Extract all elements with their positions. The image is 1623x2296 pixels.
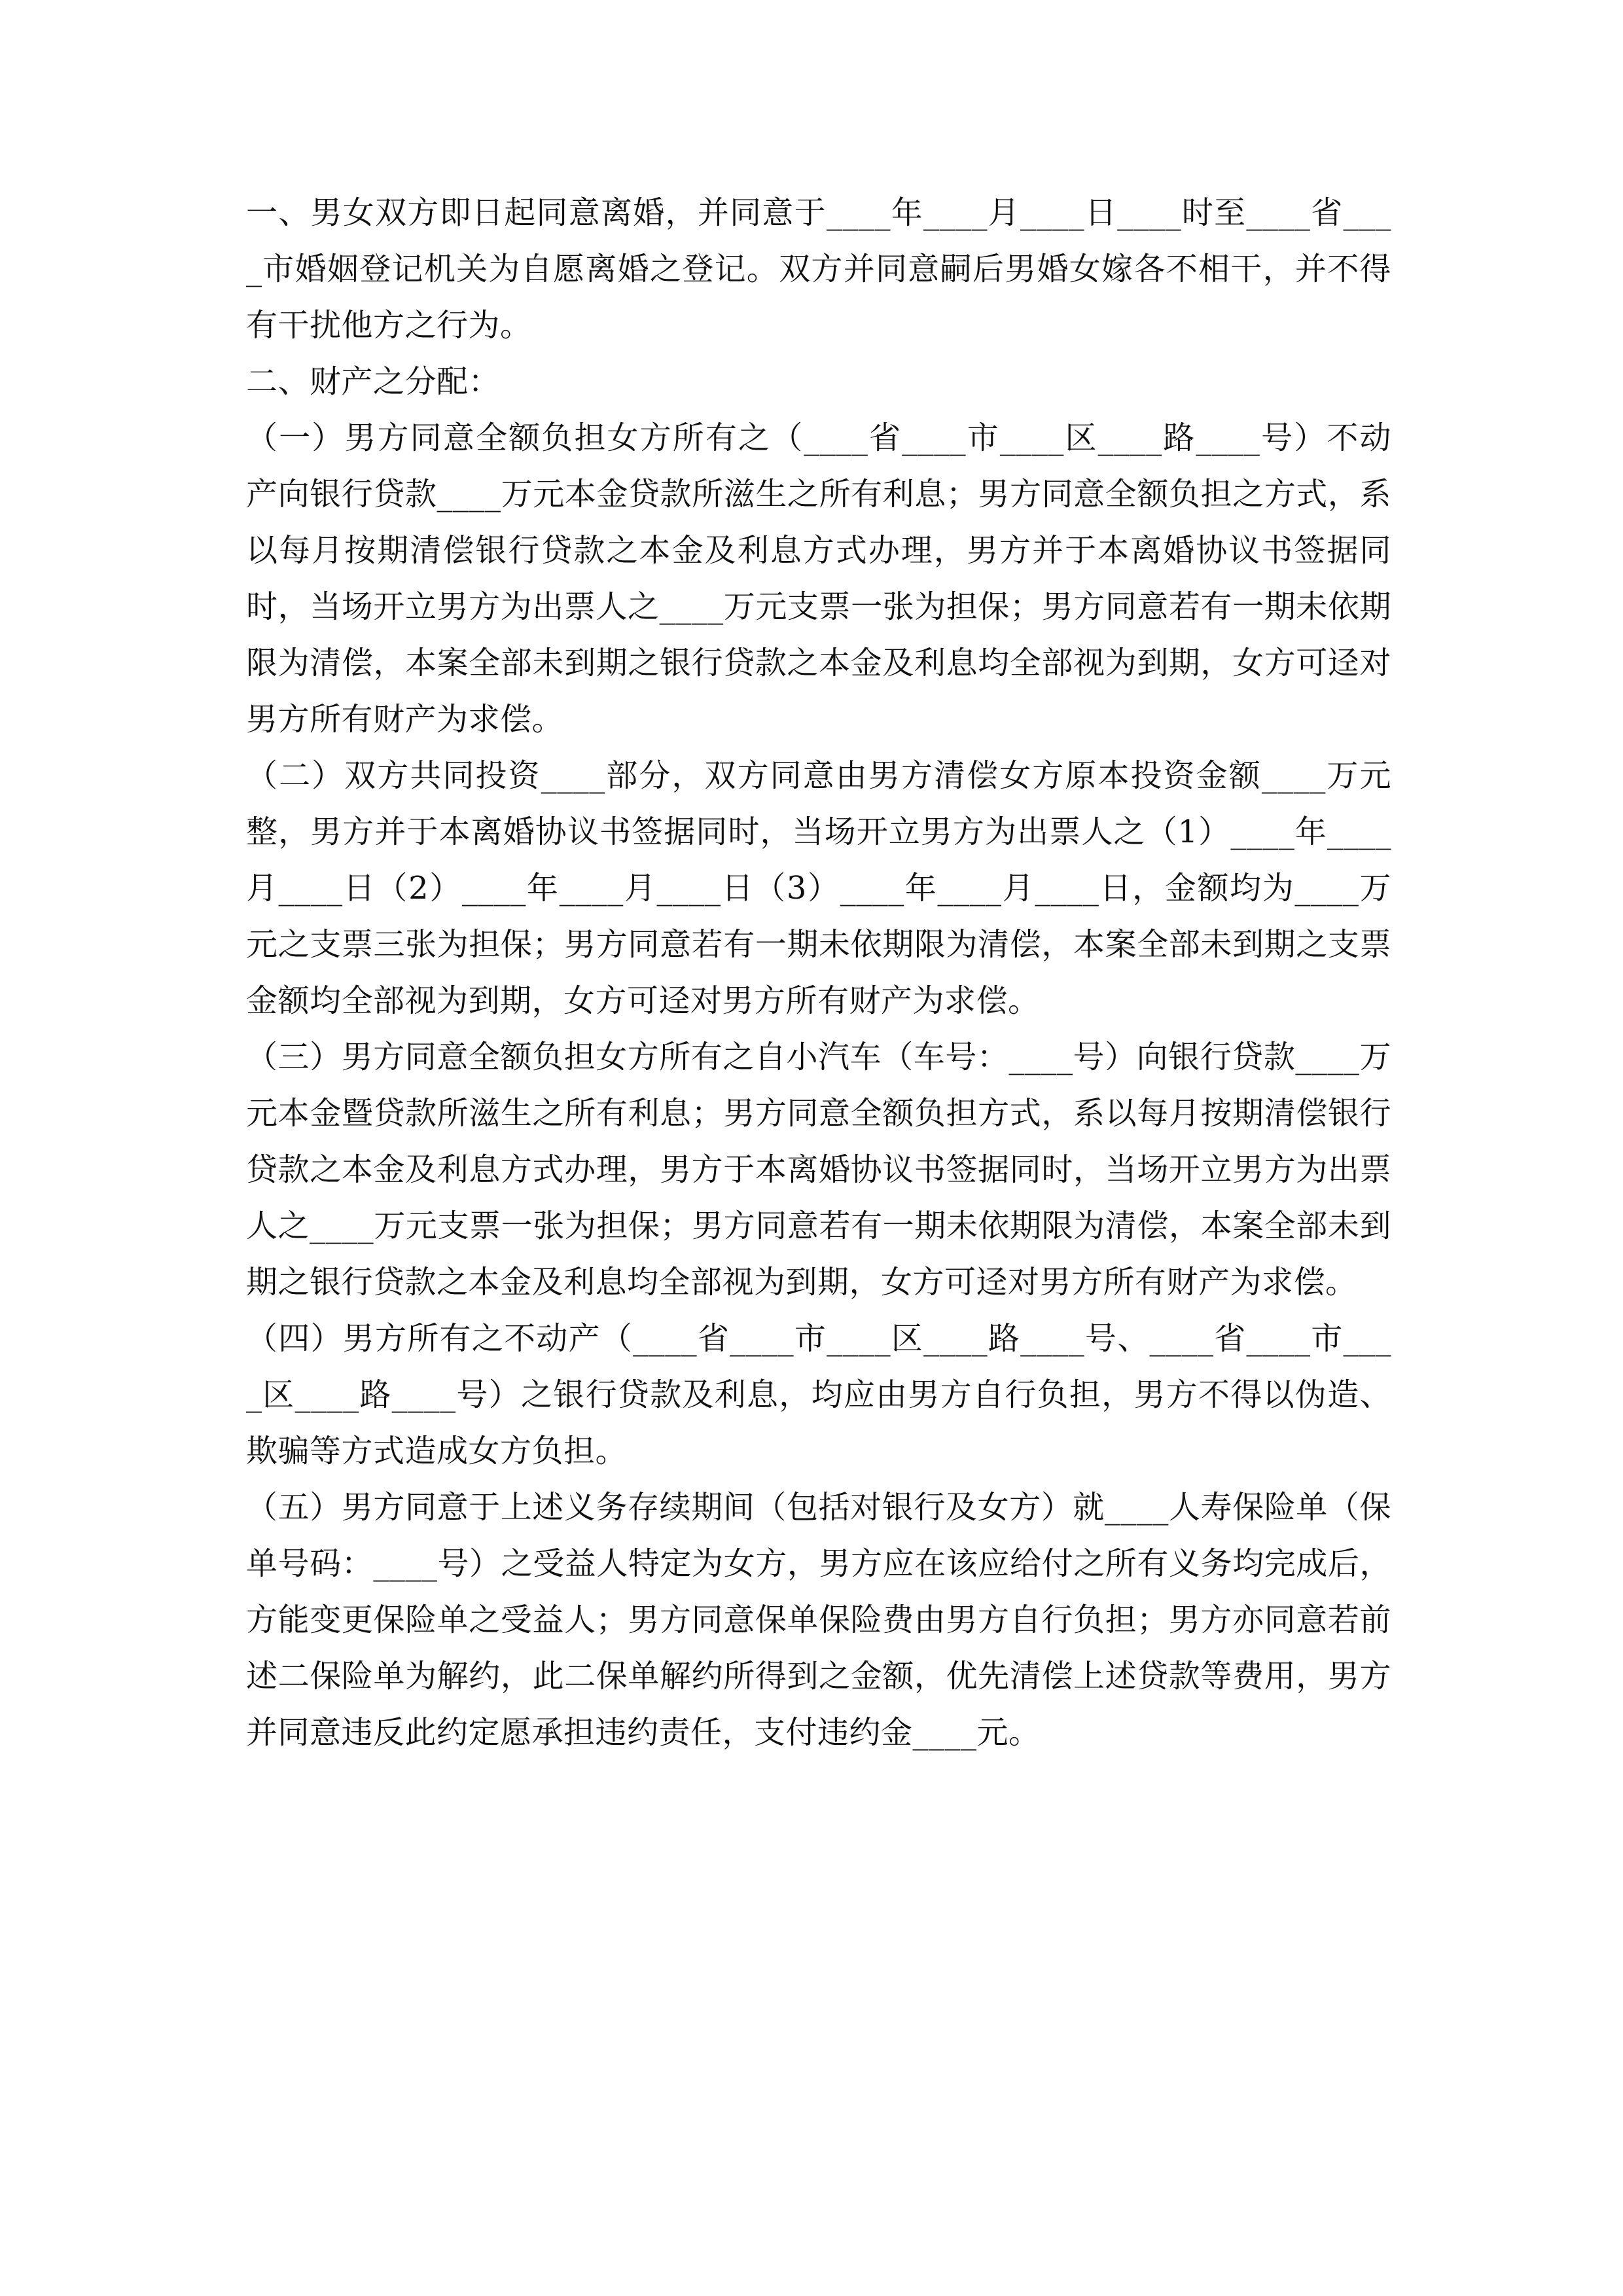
clause-2-5-life-insurance: （五）男方同意于上述义务存续期间（包括对银行及女方）就____人寿保险单（保单号码：____号）之受益人特定为女方，男方应在该应给付之所有义务均完成后，方能变更保险单之受益人；男方同意保单保险费由男方自行负担；男方亦同意若前述二保险单为解约，此二保单解约所得到之金额，优先清偿上述贷款等费用，男方并同意违反此约定愿承担违约责任，支付违约金____元。: [246, 1489, 1391, 1751]
clause-2-3-car-loan: （三）男方同意全额负担女方所有之自小汽车（车号：____号）向银行贷款____万元本金暨贷款所滋生之所有利息；男方同意全额负担方式，系以每月按期清偿银行贷款之本金及利息方式办理，男方于本离婚协议书签据同时，当场开立男方为出票人之____万元支票一张为担保；男方同意若有一期未依期限为清偿，本案全部未到期之银行贷款之本金及利息均全部视为到期，女方可迳对男方所有财产为求偿。: [246, 1039, 1391, 1300]
clause-1-divorce-registration: 一、男女双方即日起同意离婚，并同意于____年____月____日____时至____省____市婚姻登记机关为自愿离婚之登记。双方并同意嗣后男婚女嫁各不相干，并不得有干扰他方之行为。: [246, 194, 1391, 344]
document-body: [246, 185, 1391, 1761]
clause-2-2-joint-investment: （二）双方共同投资____部分，双方同意由男方清偿女方原本投资金额____万元整，男方并于本离婚协议书签据同时，当场开立男方为出票人之（1）____年____月____日（2）____年____月____日（3）____年____月____日，金额均为____万元之支票三张为担保；男方同意若有一期未依期限为清偿，本案全部未到期之支票金额均全部视为到期，女方可迳对男方所有财产为求偿。: [246, 757, 1391, 1019]
clause-2-1-real-estate-loan: （一）男方同意全额负担女方所有之（____省____市____区____路____号）不动产向银行贷款____万元本金贷款所滋生之所有利息；男方同意全额负担之方式，系以每月按期清偿银行贷款之本金及利息方式办理，男方并于本离婚协议书签据同时，当场开立男方为出票人之____万元支票一张为担保；男方同意若有一期未依期限为清偿，本案全部未到期之银行贷款之本金及利息均全部视为到期，女方可迳对男方所有财产为求偿。: [246, 420, 1391, 738]
section-2-property-heading: 二、财产之分配：: [246, 363, 501, 400]
clause-2-4-male-real-estate: （四）男方所有之不动产（____省____市____区____路____号、____省____市____区____路____号）之银行贷款及利息，均应由男方自行负担，男方不得以伪造、欺骗等方式造成女方负担。: [246, 1320, 1391, 1469]
